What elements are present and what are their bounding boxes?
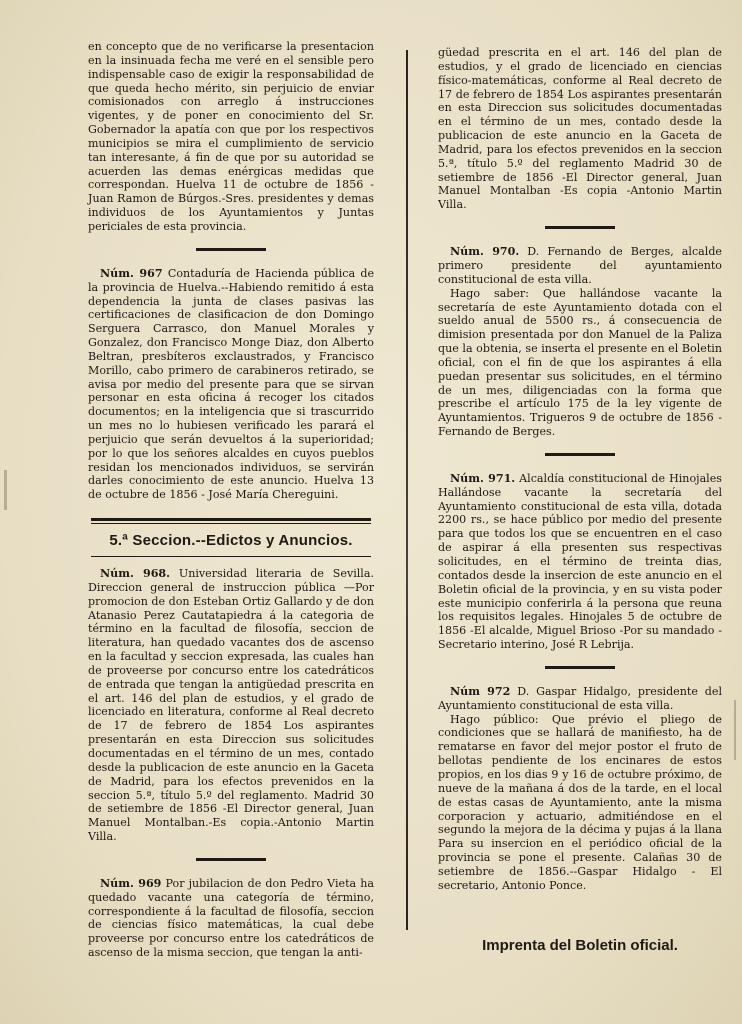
announcement-number: Núm. 968. [100,567,171,580]
right-column [438,46,722,952]
announcement-text: Universidad literaria de Sevilla. Direccion general de instruccion pública —Por promocion de don Esteban Ortiz Gallardo y de don Atanasio Perez Cautatapiedra á la categoria de término en la facultad de filosofía, seccion de literatura, han quedado vacantes dos de ascenso en la facultad y seccion expresada, las cuales han de proveerse por concurso entre los catedráticos de entrada que tengan la antigüedad prescrita en el art. 146 del plan de estudios, y el grado de licenciado en literatura, conforme al Real decreto de 17 de febrero de 1854 Los aspirantes presentarán en esta Direccion sus solicitudes documentadas en el término de un mes, contado desde la publicacion de este anuncio en la Gaceta de Madrid, para los efectos prevenidos en la seccion 5.ª, título 5.º del reglamento. Madrid 30 de setiembre de 1856 -El Director general, Juan Manuel Montalban.-Es copia.-Antonio Martin Villa. [88,567,374,844]
announcement-968 [88,567,374,844]
announcement-text: Por jubilacion de don Pedro Vieta ha quedado vacante una categoría de término, correspondiente á la facultad de filosofía, seccion de ciencias físico matemáticas, la cual debe proveerse por concurso entre los catedráticos de ascenso de la misma seccion, que tengan la anti- [88,876,375,960]
announcement-text: D. Gaspar Hidalgo, presidente del Ayuntamiento constitucional de esta villa. [438,684,723,712]
continued-paragraph: güedad prescrita en el art. 146 del plan de estudios, y el grado de licenciado en ciencias físico-matemáticas, conforme al Real decreto de 17 de febrero de 1854 Los aspirantes presentarán en esta Direccion sus solicitudes documentadas en el término de un mes, contado desde la publicacion de este anuncio en la Gaceta de Madrid, para los efectos prevenidos en la seccion 5.ª, título 5.º del reglamento Madrid 30 de setiembre de 1856 -El Director general, Juan Manuel Montalban -Es copia -Antonio Martin Villa. [438,46,722,212]
announcement-967 [88,267,374,502]
announcement-text: D. Fernando de Berges, alcalde primero presidente del ayuntamiento constitucional de esta villa. [438,245,722,286]
printer-imprint: Imprenta del Boletin oficial. [482,936,678,954]
section-heading: 5.ª Seccion.--Edictos y Anuncios. [109,532,353,550]
separator-rule [545,453,615,456]
announcement-972 [438,685,722,713]
announcement-number: Núm. 970. [450,245,520,259]
margin-stain [4,470,7,510]
announcement-number: Núm. 971. [450,471,516,485]
announcement-970 [438,245,722,287]
left-column [88,40,374,960]
section-rule [91,518,371,524]
announcement-970-body: Hago saber: Que hallándose vacante la secretaría de este Ayuntamiento dotada con el sueldo anual de 5500 rs., á consecuencia de dimision presentada por don Manuel de la Paliza que la obtenia, se inserta el presente en el Boletin oficial, con el fin de que los aspirantes á ella puedan presentar sus solicitudes, en el término de un mes, diligenciadas con la forma que prescribe el artículo 175 de la ley vigente de Ayuntamientos. Trigueros 9 de octubre de 1856 -Fernando de Berges. [438,286,722,439]
margin-stain [734,700,736,760]
announcement-text: Alcaldía constitucional de Hinojales Hallándose vacante la secretaría del Ayuntamiento constitucional de esta villa, dotada 2200 rs., se hace público por medio del presente para que todos los que se encuentren en el caso de aspirar á ella presenten sus respectivas solicitudes, en el término de treinta dias, contados desde la insercion de este anuncio en el Boletin oficial de la provincia, y en su vista poder este municipio conferirla á la persona que reuna los requisitos legales. Hinojales 5 de octubre de 1856 -El alcalde, Miguel Brioso -Por su mandado -Secretario interino, José R Lebrija. [438,471,722,652]
separator-rule [196,248,266,251]
announcement-972-body: Hago público: Que prévio el pliego de condiciones que se hallará de manifiesto, ha de rematarse en favor del mejor postor el fruto de bellotas pendiente de los encinares de estos propios, en los dias 9 y 16 de octubre próximo, de nueve de la mañana á dos de la tarde, en el local de estas casas de Ayuntamiento, ante la misma corporacion y actuario, admitiéndose en el segundo la mejora de la décima y pujas á la llana Para su insercion en el periódico oficial de la provincia se pone el presente. Calañas 30 de setiembre de 1856.--Gaspar Hidalgo - El secretario, Antonio Ponce. [438,712,722,892]
announcement-number: Núm 972 [450,684,511,698]
announcement-971 [438,472,722,652]
column-divider [406,50,408,930]
section-rule-thin [91,556,371,557]
separator-rule [545,666,615,669]
announcement-969 [88,877,374,960]
announcement-text: Contaduría de Hacienda pública de la provincia de Huelva.--Habiendo remitido á esta dependencia la junta de clases pasivas las certificaciones de clasificacion de don Domingo Serguera Carrasco, don Manuel Morales y Gonzalez, don Francisco Monge Diaz, don Alberto Beltran, presbíteros exclaustrados, y Francisco Morillo, cabo primero de carabineros retirado, se avisa por medio del presente para que se sirvan personar en esta oficina á recoger los citados documentos; en la inteligencia que si trascurrido un mes no lo hubiesen verificado les parará el perjuicio que serán devueltos á la superioridad; por lo que los señores alcaldes en cuyos pueblos residan los mencionados individuos, se servirán darles conocimiento de este anuncio. Huelva 13 de octubre de 1856 - José María Chereguini. [88,266,375,502]
announcement-number: Núm. 967 [100,266,163,280]
separator-rule [196,858,266,861]
separator-rule [545,226,615,229]
announcement-number: Núm. 969 [100,876,162,890]
continued-paragraph: en concepto que de no verificarse la presentacion en la insinuada fecha me veré en el sensible pero indispensable caso de exigir la responsabilidad de que queda hecho mérito, sin perjuicio de enviar comisionados con arreglo á instrucciones vigentes, y de poner en conocimiento del Sr. Gobernador la apatía con que por los respectivos municipios se mira el cumplimiento de servicio tan interesante, á fin de que por su autoridad se acuerden las demas enérgicas medidas que correspondan. Huelva 11 de octubre de 1856 -Juan Ramon de Búrgos.-Sres. presidentes y demas individuos de los Ayuntamientos y Juntas periciales de esta provincia. [88,40,374,233]
